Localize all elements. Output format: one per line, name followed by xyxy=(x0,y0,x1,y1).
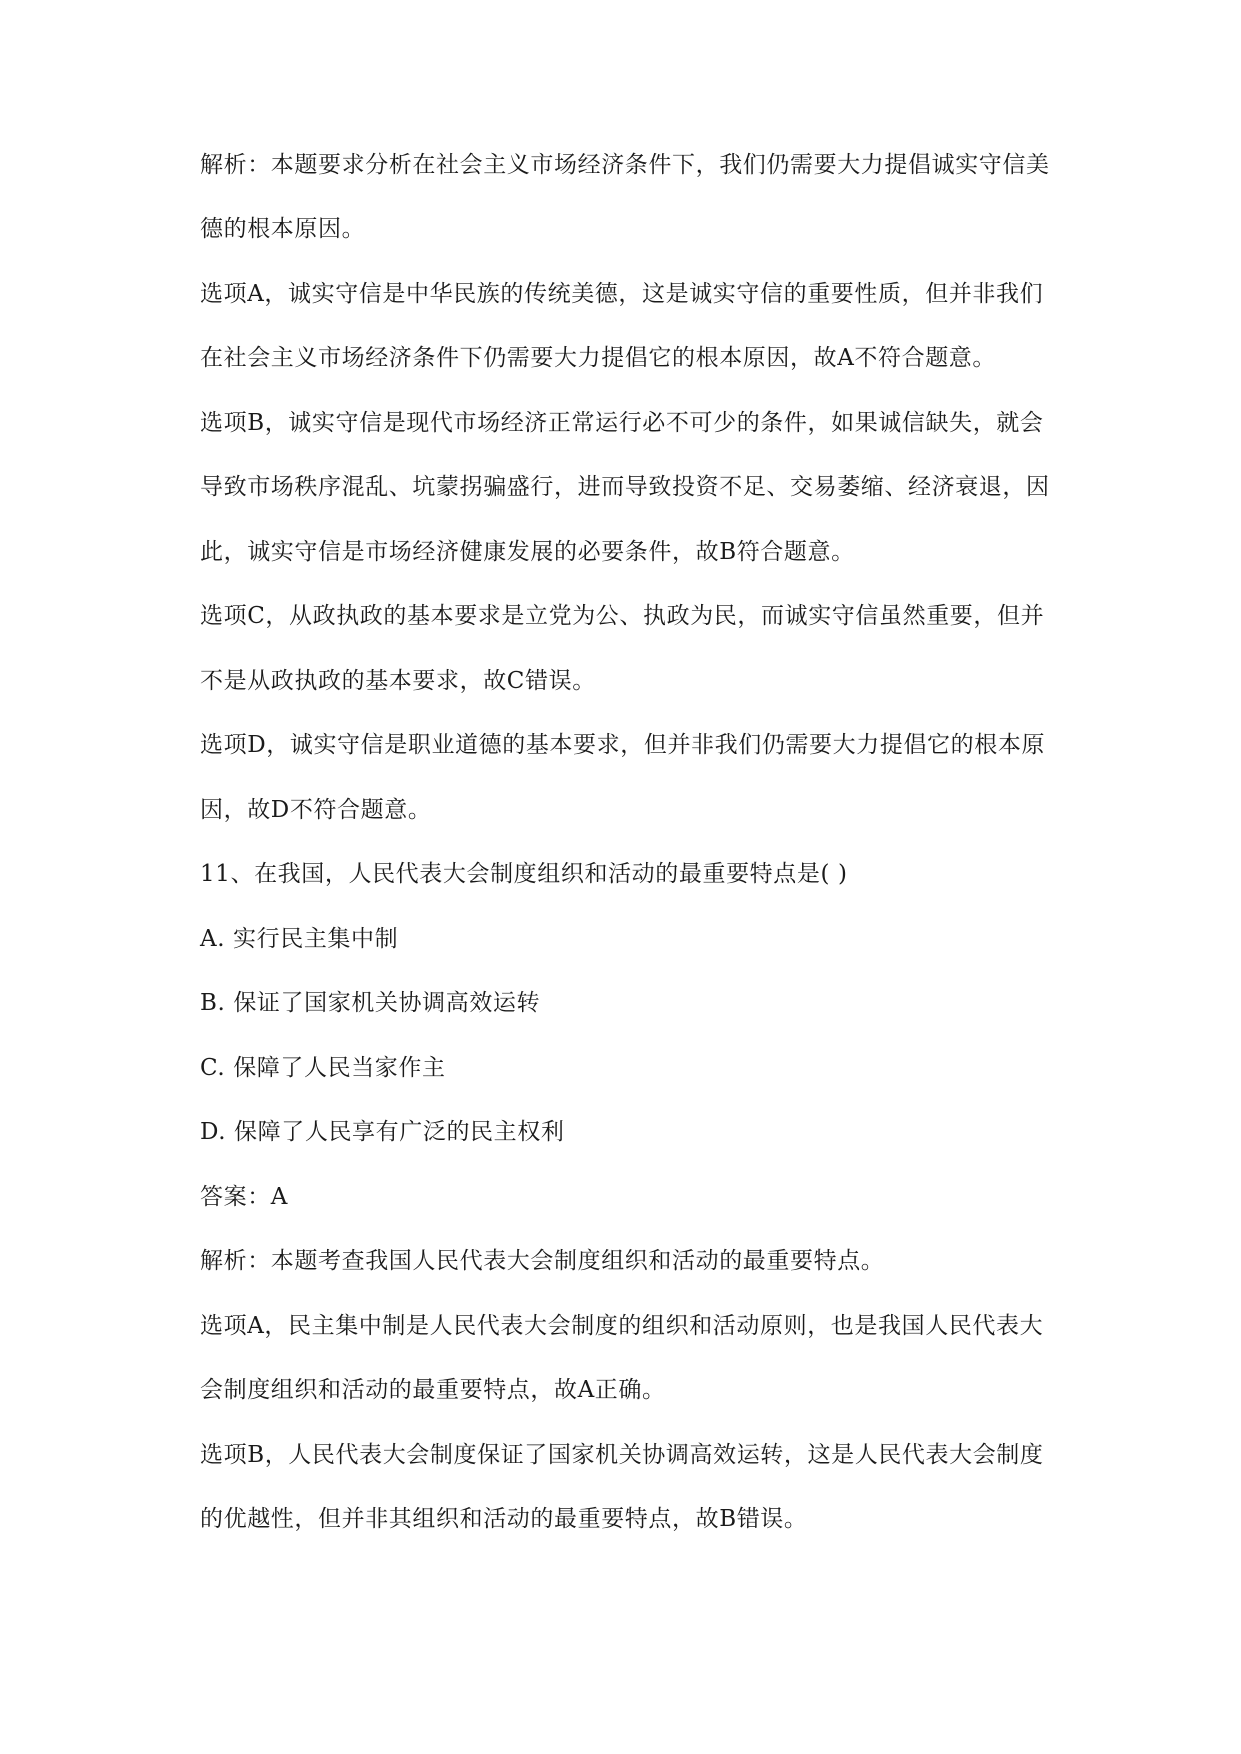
option-c-analysis-line-1: 选项C，从政执政的基本要求是立党为公、执政为民，而诚实守信虽然重要，但并 xyxy=(200,603,1045,629)
answer: 答案：A xyxy=(200,1184,289,1210)
question-11: 11、在我国，人民代表大会制度组织和活动的最重要特点是( ) xyxy=(200,861,848,887)
option-b-analysis-line-2: 导致市场秩序混乱、坑蒙拐骗盛行，进而导致投资不足、交易萎缩、经济衰退，因 xyxy=(200,474,1050,500)
option-c-analysis-line-2: 不是从政执政的基本要求，故C错误。 xyxy=(200,668,596,694)
analysis-intro-2: 解析：本题考查我国人民代表大会制度组织和活动的最重要特点。 xyxy=(200,1248,885,1274)
option-b-analysis-line-3: 此，诚实守信是市场经济健康发展的必要条件，故B符合题意。 xyxy=(200,539,855,565)
option-b-analysis-line-1: 选项B，诚实守信是现代市场经济正常运行必不可少的条件，如果诚信缺失，就会 xyxy=(200,410,1044,436)
option-a-analysis-2-line-2: 会制度组织和活动的最重要特点，故A正确。 xyxy=(200,1377,666,1403)
option-b-analysis-2-line-2: 的优越性，但并非其组织和活动的最重要特点，故B错误。 xyxy=(200,1506,808,1532)
choice-c: C. 保障了人民当家作主 xyxy=(200,1055,446,1081)
choice-a: A. 实行民主集中制 xyxy=(200,926,399,952)
option-a-analysis-2-line-1: 选项A，民主集中制是人民代表大会制度的组织和活动原则，也是我国人民代表大 xyxy=(200,1313,1044,1339)
option-d-analysis-line-1: 选项D，诚实守信是职业道德的基本要求，但并非我们仍需要大力提倡它的根本原 xyxy=(200,732,1046,758)
analysis-intro-line-1: 解析：本题要求分析在社会主义市场经济条件下，我们仍需要大力提倡诚实守信美 xyxy=(200,152,1050,178)
option-d-analysis-line-2: 因，故D不符合题意。 xyxy=(200,797,432,823)
option-a-analysis-line-2: 在社会主义市场经济条件下仍需要大力提倡它的根本原因，故A不符合题意。 xyxy=(200,345,997,371)
option-a-analysis-line-1: 选项A，诚实守信是中华民族的传统美德，这是诚实守信的重要性质，但并非我们 xyxy=(200,281,1044,307)
analysis-intro-line-2: 德的根本原因。 xyxy=(200,216,366,242)
option-b-analysis-2-line-1: 选项B，人民代表大会制度保证了国家机关协调高效运转，这是人民代表大会制度 xyxy=(200,1442,1044,1468)
choice-b: B. 保证了国家机关协调高效运转 xyxy=(200,990,541,1016)
choice-d: D. 保障了人民享有广泛的民主权利 xyxy=(200,1119,565,1145)
